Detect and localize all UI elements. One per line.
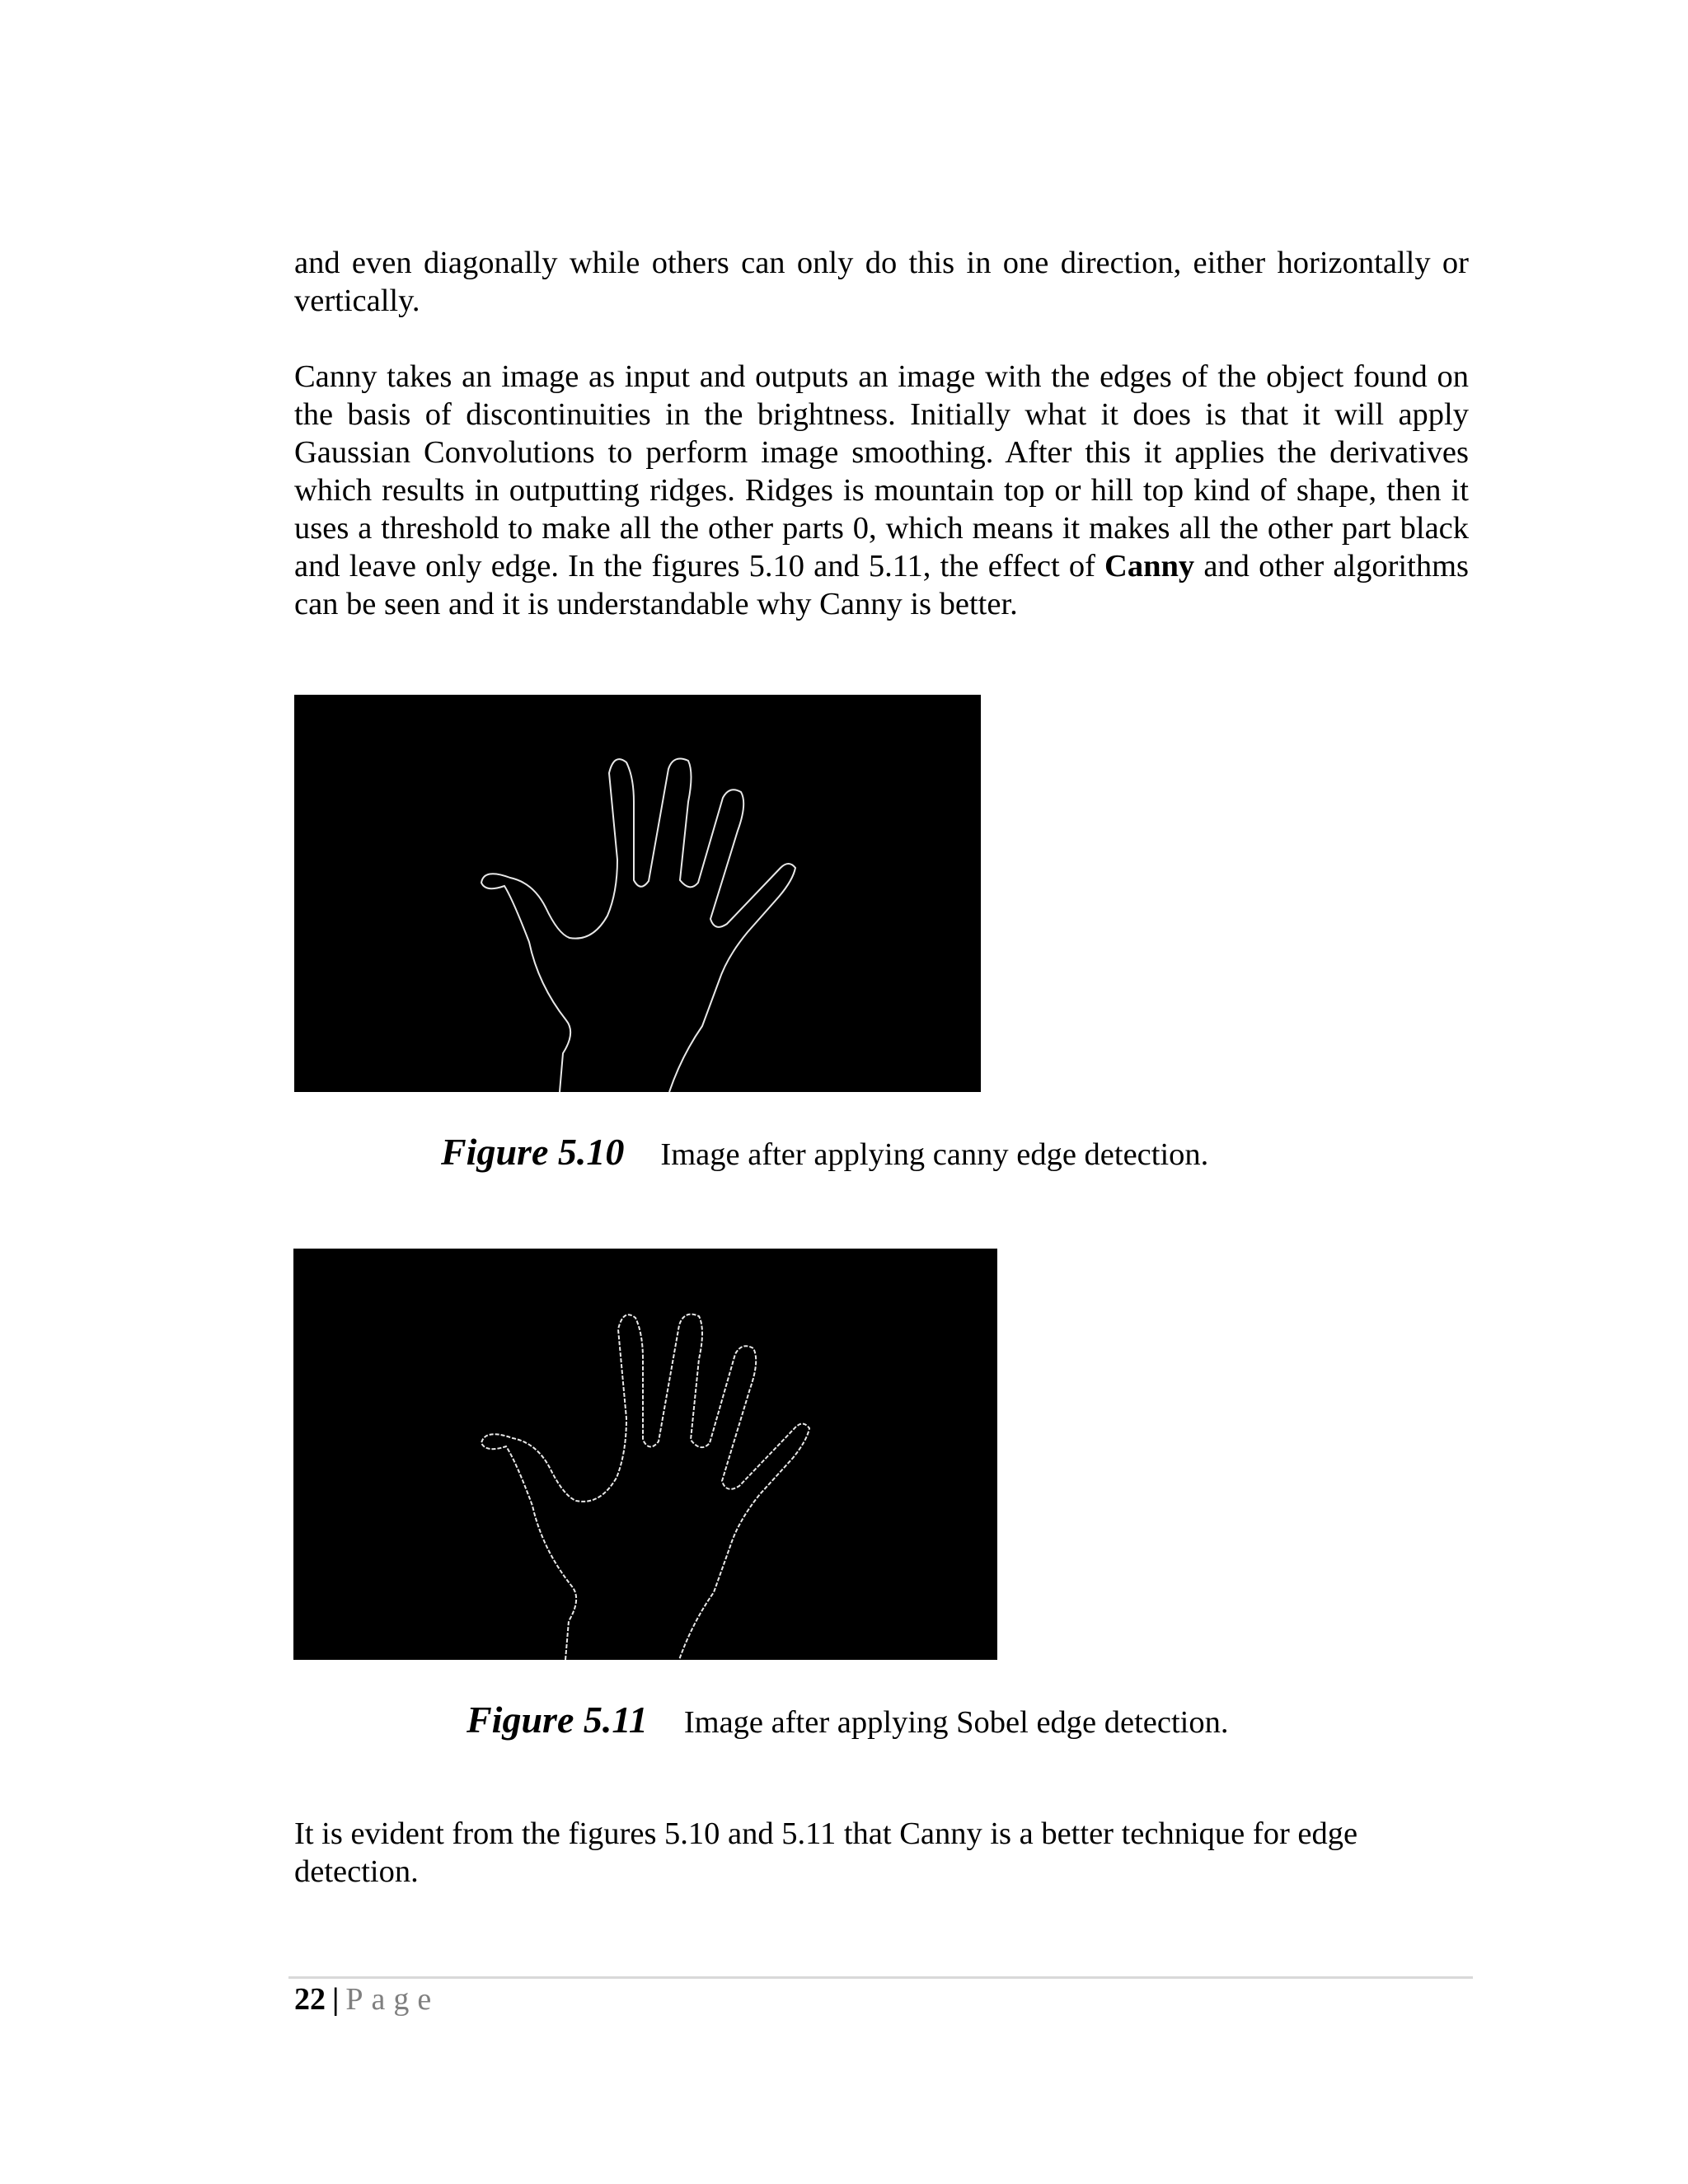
figure-5-11-image xyxy=(293,1249,997,1660)
figure-5-10-caption xyxy=(441,1130,1208,1174)
figure-5-10-image xyxy=(294,695,981,1092)
paragraph-2-text-b: and other algorithms can be seen and it is understandable why Canny is better. xyxy=(294,549,1470,621)
figure-5-10-label: Figure 5.10 xyxy=(441,1131,625,1173)
page-word: Page xyxy=(345,1982,440,2017)
page-number: 22 xyxy=(294,1982,326,2017)
paragraph-2 xyxy=(294,358,1469,623)
paragraph-2-text-a: Canny takes an image as input and outputs an image with the edges of the object found on the basis of discontinuities in the brightness. Initially what it does is that it will apply Gaussian Convolutions to perform image smoothing. After this it applies the derivatives which results in outputting ridges. Ridges is mountain top or hill top kind of shape, then it uses a threshold to make all the other parts 0, which means it makes all the other part black and leave only edge. In the figures 5.10 and 5.11, the effect of xyxy=(294,359,1469,583)
figure-5-10-caption-text: Image after applying canny edge detection. xyxy=(660,1137,1209,1172)
canny-hand-outline xyxy=(294,695,981,1092)
paragraph-2-bold-canny: Canny xyxy=(1104,549,1195,583)
page-footer xyxy=(294,1981,439,2018)
sobel-hand-outline xyxy=(293,1249,997,1660)
figure-5-11-label: Figure 5.11 xyxy=(467,1699,648,1741)
figure-5-11-caption-text: Image after applying Sobel edge detection. xyxy=(683,1705,1229,1740)
footer-divider xyxy=(288,1976,1473,1979)
footer-separator: | xyxy=(332,1982,340,2017)
paragraph-3: It is evident from the figures 5.10 and 5.11 that Canny is a better technique for edge detection. xyxy=(294,1816,1358,1889)
figure-5-11-caption xyxy=(467,1698,1229,1741)
paragraph-1: and even diagonally while others can only do this in one direction, either horizontally or vertically. xyxy=(294,246,1469,318)
